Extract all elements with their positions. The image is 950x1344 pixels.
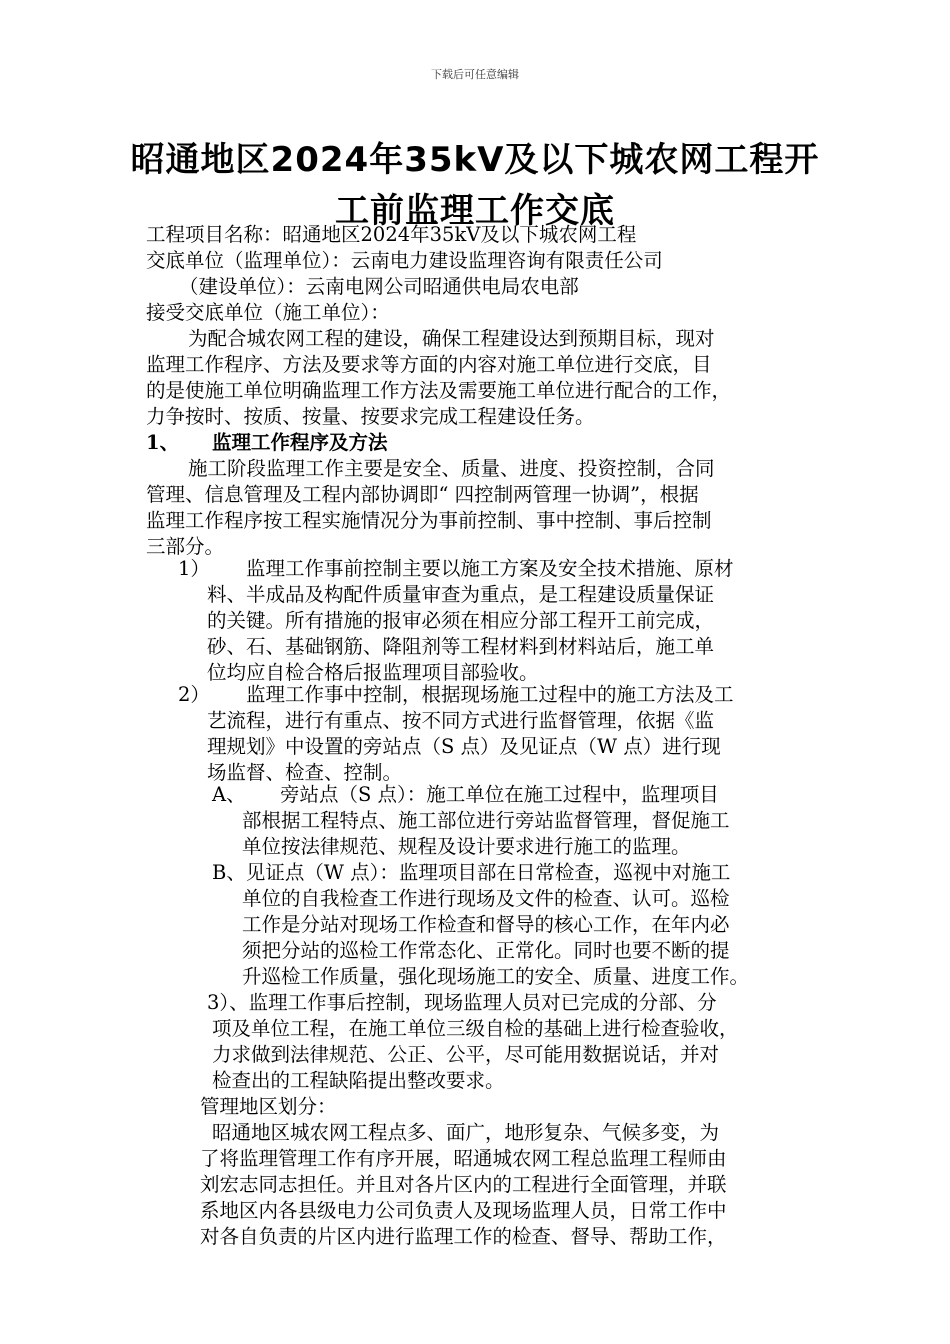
intro-line: 的是使施工单位明确监理工作方法及需要施工单位进行配合的工作， <box>146 379 732 402</box>
item-1-line: 监理工作事前控制主要以施工方案及安全技术措施、原材 <box>246 557 734 580</box>
intro-line: 监理工作程序、方法及要求等方面的内容对施工单位进行交底，目 <box>146 353 712 376</box>
item-3-line: 3）、监理工作事后控制，现场监理人员对已完成的分部、分 <box>207 991 717 1014</box>
section-para-line: 施工阶段监理工作主要是安全、质量、进度、投资控制，合同 <box>188 457 715 480</box>
sub-a-line: 部根据工程特点、施工部位进行旁站监督管理，督促施工 <box>242 809 730 832</box>
sub-b-line: B、见证点（W 点）：监理项目部在日常检查，巡视中对施工 <box>212 861 731 884</box>
item-2-line: 场监督、检查、控制。 <box>207 761 403 784</box>
section-number: 1、 <box>146 431 180 454</box>
sub-a-line: 单位按法律规范、规程及设计要求进行施工的监理。 <box>242 835 691 858</box>
document-title-line-1: 昭通地区2024年35kV及以下城农网工程开 <box>130 140 820 180</box>
item-1-number: 1） <box>178 557 210 580</box>
construction-unit: （建设单位）：云南电网公司昭通供电局农电部 <box>179 275 579 298</box>
item-2-number: 2） <box>178 683 210 706</box>
intro-line: 为配合城农网工程的建设，确保工程建设达到预期目标，现对 <box>188 327 715 350</box>
region-para-line: 昭通地区城农网工程点多、面广，地形复杂、气候多变，为 <box>212 1121 720 1144</box>
item-2-line: 理规划》中设置的旁站点（S 点）及见证点（W 点）进行现 <box>207 735 721 758</box>
region-para-line: 刘宏志同志担任。并且对各片区内的工程进行全面管理，并联 <box>200 1173 727 1196</box>
section-para-line: 监理工作程序按工程实施情况分为事前控制、事中控制、事后控制 <box>146 509 712 532</box>
receiver-unit: 接受交底单位（施工单位）： <box>146 301 390 324</box>
header-note: 下载后可任意编辑 <box>431 68 519 81</box>
sub-a-line: 旁站点（S 点）：施工单位在施工过程中，监理项目 <box>280 783 719 806</box>
intro-line: 力争按时、按质、按量、按要求完成工程建设任务。 <box>146 405 595 428</box>
sub-b-line: 升巡检工作质量，强化现场施工的安全、质量、进度工作。 <box>242 965 750 988</box>
section-para-line: 管理、信息管理及工程内部协调即“ 四控制两管理一协调”，根据 <box>146 483 699 506</box>
sub-b-line: 工作是分站对现场工作检查和督导的核心工作，在年内必 <box>242 913 730 936</box>
region-para-line: 系地区内各县级电力公司负责人及现场监理人员，日常工作中 <box>200 1199 727 1222</box>
item-2-line: 监理工作事中控制，根据现场施工过程中的施工方法及工 <box>246 683 734 706</box>
sub-b-line: 单位的自我检查工作进行现场及文件的检查、认可。巡检 <box>242 887 730 910</box>
sub-a-label: A、 <box>212 783 246 806</box>
project-name: 工程项目名称：昭通地区2024年35kV及以下城农网工程 <box>146 223 637 246</box>
item-1-line: 砂、石、基础钢筋、降阻剂等工程材料到材料站后，施工单 <box>207 635 715 658</box>
region-para-line: 了将监理管理工作有序开展，昭通城农网工程总监理工程师由 <box>200 1147 727 1170</box>
item-2-line: 艺流程，进行有重点、按不同方式进行监督管理，依据《监 <box>207 709 715 732</box>
item-3-line: 检查出的工程缺陷提出整改要求。 <box>212 1069 505 1092</box>
region-para-line: 对各自负责的片区内进行监理工作的检查、督导、帮助工作， <box>200 1225 727 1248</box>
item-1-line: 的关键。所有措施的报审必须在相应分部工程开工前完成， <box>207 609 715 632</box>
item-3-line: 项及单位工程，在施工单位三级自检的基础上进行检查验收， <box>212 1017 739 1040</box>
item-1-line: 位均应自检合格后报监理项目部验收。 <box>207 661 539 684</box>
section-heading: 监理工作程序及方法 <box>212 431 388 454</box>
region-heading: 管理地区划分： <box>200 1095 337 1118</box>
section-para-line: 三部分。 <box>146 535 225 558</box>
document-title-line-2: 工前监理工作交底 <box>335 191 615 231</box>
supervisor-unit: 交底单位（监理单位）：云南电力建设监理咨询有限责任公司 <box>146 249 663 272</box>
sub-b-line: 须把分站的巡检工作常态化、正常化。同时也要不断的提 <box>242 939 730 962</box>
item-3-line: 力求做到法律规范、公正、公平，尽可能用数据说话，并对 <box>212 1043 720 1066</box>
item-1-line: 料、半成品及构配件质量审查为重点，是工程建设质量保证 <box>207 583 715 606</box>
